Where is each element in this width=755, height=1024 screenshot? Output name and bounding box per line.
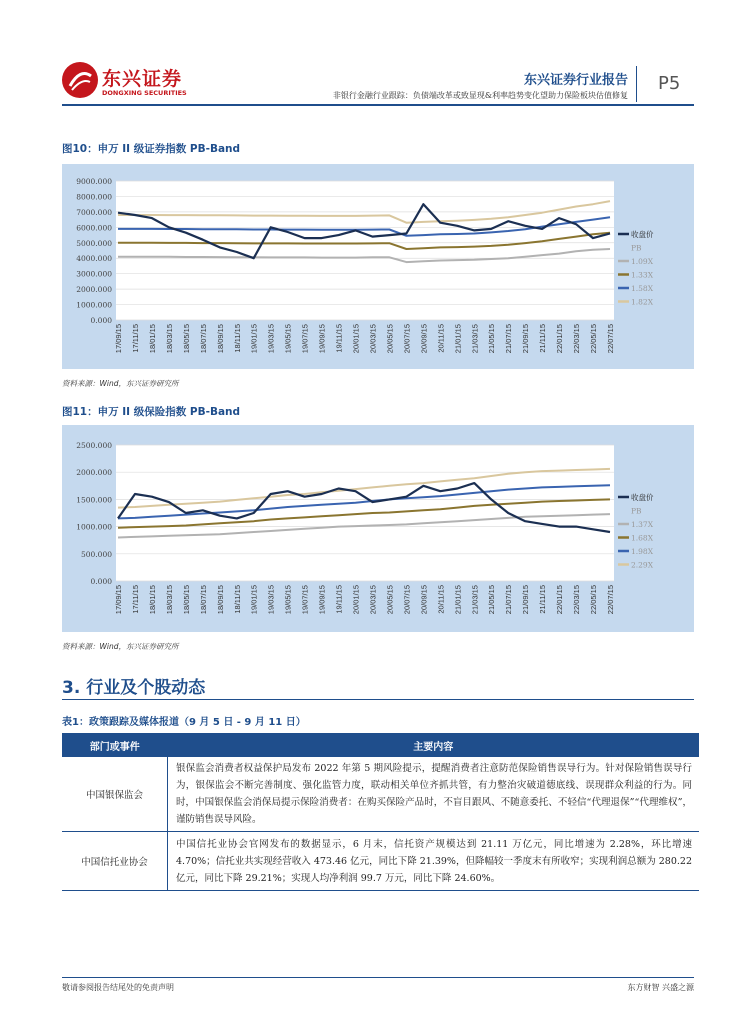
x-tick-label: 18/03/15 <box>164 585 174 615</box>
x-tick-label: 18/11/15 <box>232 324 242 353</box>
table-cell-org: 中国银保监会 <box>62 757 168 832</box>
footer-disclaimer: 敬请参阅报告结尾处的免责声明 <box>62 983 174 992</box>
policy-news-table <box>62 733 699 891</box>
table-row <box>62 832 699 891</box>
x-tick-label: 22/03/15 <box>572 324 582 354</box>
x-tick-label: 19/01/15 <box>249 585 259 615</box>
legend-label: 1.82X <box>631 297 654 307</box>
x-tick-label: 21/01/15 <box>453 324 463 354</box>
x-tick-label: 20/03/15 <box>368 324 378 354</box>
legend-label: 2.29X <box>631 560 654 570</box>
x-tick-label: 22/01/15 <box>555 585 565 615</box>
report-subtitle: 非银行金融行业跟踪：负债端改革或致显现&利率趋势变化望助力保险板块估值修复 <box>332 91 628 100</box>
x-tick-label: 21/05/15 <box>487 324 497 354</box>
x-tick-label: 18/11/15 <box>232 585 242 614</box>
x-tick-label: 17/11/15 <box>130 585 140 614</box>
x-tick-label: 20/11/15 <box>436 585 446 614</box>
x-tick-label: 18/01/15 <box>147 324 157 354</box>
table-title: 表1：政策跟踪及媒体报道（9 月 5 日 - 9 月 11 日） <box>62 717 306 728</box>
figure11-source: 资料来源：Wind，东兴证券研究所 <box>62 642 179 651</box>
logo-english-name: DONGXING SECURITIES <box>102 89 187 97</box>
x-tick-label: 18/05/15 <box>181 324 191 354</box>
x-tick-label: 20/11/15 <box>436 324 446 353</box>
table-header-content: 主要内容 <box>168 733 700 757</box>
x-tick-label: 21/11/15 <box>538 585 548 614</box>
x-tick-label: 20/01/15 <box>351 585 361 615</box>
legend-label: 1.98X <box>631 547 654 556</box>
x-tick-label: 18/07/15 <box>198 324 208 354</box>
logo-chinese-name: 东兴证券 <box>102 68 183 90</box>
table-cell-org: 中国信托业协会 <box>62 832 168 891</box>
y-tick-label: 0.000 <box>90 316 112 325</box>
x-tick-label: 19/05/15 <box>283 324 293 354</box>
logo-mark-icon <box>62 62 98 98</box>
y-tick-label: 5000.000 <box>76 238 112 248</box>
figure10-title: 图10：申万 II 级证券指数 PB-Band <box>62 143 241 155</box>
legend-label: 1.33X <box>631 270 654 280</box>
x-tick-label: 18/09/15 <box>215 324 225 354</box>
y-tick-label: 1500.000 <box>76 495 112 505</box>
legend-label: 1.58X <box>631 284 654 293</box>
legend-label: 1.68X <box>631 533 654 543</box>
y-tick-label: 2000.000 <box>76 468 112 478</box>
x-tick-label: 20/07/15 <box>402 585 412 615</box>
x-tick-label: 18/01/15 <box>147 585 157 615</box>
legend-label: 1.37X <box>631 520 654 529</box>
table-cell-content: 中国信托业协会官网发布的数据显示，6 月末，信托资产规模达到 21.11 万亿元，同比增速为 2.28%，环比增速 4.70%；信托业共实现经营收入 473.46 亿元，同比下降 21.39%，但降幅较一季度末有所收窄；实现利润总额为 280.22 亿元，同比下降 29.21%；实现人均净利润 99.7 万元，同比下降 24.60%。 <box>168 832 700 891</box>
y-tick-label: 3000.000 <box>76 269 112 279</box>
table-row <box>62 757 699 832</box>
legend-label: 1.09X <box>631 257 654 266</box>
y-tick-label: 2500.000 <box>76 441 112 450</box>
x-tick-label: 22/01/15 <box>555 324 565 354</box>
legend-label: PB <box>631 506 642 516</box>
legend-label: 收盘价 <box>631 493 654 502</box>
page-number: P5 <box>658 73 681 94</box>
x-tick-label: 20/09/15 <box>419 585 429 615</box>
table-header-row <box>62 733 699 757</box>
y-tick-label: 500.000 <box>80 549 112 559</box>
footer-rule <box>62 977 694 978</box>
company-logo <box>62 62 192 104</box>
x-tick-label: 19/07/15 <box>300 585 310 615</box>
x-tick-label: 20/07/15 <box>402 324 412 354</box>
x-tick-label: 21/03/15 <box>470 585 480 615</box>
figure10-chart <box>62 164 694 369</box>
x-tick-label: 21/01/15 <box>453 585 463 615</box>
x-tick-label: 22/03/15 <box>572 585 582 615</box>
y-tick-label: 1000.000 <box>76 522 112 532</box>
legend-label: 收盘价 <box>631 230 654 239</box>
x-tick-label: 22/05/15 <box>589 324 599 354</box>
chart-svg <box>62 425 694 632</box>
header-divider <box>636 66 637 102</box>
x-tick-label: 19/05/15 <box>283 585 293 615</box>
y-tick-label: 2000.000 <box>76 285 112 295</box>
x-tick-label: 21/03/15 <box>470 324 480 354</box>
x-tick-label: 22/07/15 <box>606 585 615 615</box>
x-tick-label: 21/09/15 <box>521 585 531 615</box>
plot-area <box>116 181 614 320</box>
x-tick-label: 21/07/15 <box>504 585 514 615</box>
x-tick-label: 20/05/15 <box>385 585 395 615</box>
x-tick-label: 20/05/15 <box>385 324 395 354</box>
y-tick-label: 1000.000 <box>76 300 112 310</box>
x-tick-label: 22/07/15 <box>606 324 615 354</box>
figure11-chart <box>62 425 694 632</box>
y-tick-label: 9000.000 <box>76 177 112 186</box>
x-tick-label: 19/03/15 <box>266 324 276 354</box>
header-rule <box>62 104 694 106</box>
x-tick-label: 17/09/15 <box>114 324 123 354</box>
x-tick-label: 18/05/15 <box>181 585 191 615</box>
x-tick-label: 18/03/15 <box>164 324 174 354</box>
figure10-source: 资料来源：Wind，东兴证券研究所 <box>62 379 179 388</box>
x-tick-label: 17/09/15 <box>114 585 123 615</box>
legend-label: PB <box>631 243 642 253</box>
x-tick-label: 22/05/15 <box>589 585 599 615</box>
report-title: 东兴证券行业报告 <box>523 73 628 88</box>
chart-svg <box>62 164 694 369</box>
y-tick-label: 6000.000 <box>76 223 112 233</box>
x-tick-label: 19/01/15 <box>249 324 259 354</box>
x-tick-label: 19/09/15 <box>317 324 327 354</box>
x-tick-label: 20/03/15 <box>368 585 378 615</box>
x-tick-label: 19/09/15 <box>317 585 327 615</box>
figure11-title: 图11：申万 II 级保险指数 PB-Band <box>62 406 241 418</box>
y-tick-label: 0.000 <box>90 577 112 586</box>
x-tick-label: 19/11/15 <box>334 585 344 614</box>
y-tick-label: 4000.000 <box>76 254 112 264</box>
x-tick-label: 19/11/15 <box>334 324 344 353</box>
x-tick-label: 20/01/15 <box>351 324 361 354</box>
x-tick-label: 18/09/15 <box>215 585 225 615</box>
footer-slogan: 东方财智 兴盛之源 <box>627 983 694 992</box>
x-tick-label: 21/09/15 <box>521 324 531 354</box>
section-rule <box>62 699 694 700</box>
y-tick-label: 7000.000 <box>76 207 112 217</box>
table-cell-content: 银保监会消费者权益保护局发布 2022 年第 5 期风险提示，提醒消费者注意防范保险销售误导行为。针对保险销售误导行为，银保监会不断完善制度、强化监管力度，联动相关单位齐抓共管，有力整治灾破道德底线、误现群众利益的行为。同时，中国银保监会消保局提示保险消费者：在购买保险产品时，不盲目跟风、不随意委托、不轻信“代理退保”“代理维权”，谨防销售误导风险。 <box>168 757 700 832</box>
table-header-org: 部门或事件 <box>62 733 168 757</box>
y-tick-label: 8000.000 <box>76 192 112 202</box>
x-tick-label: 21/11/15 <box>538 324 548 353</box>
x-tick-label: 21/05/15 <box>487 585 497 615</box>
x-tick-label: 17/11/15 <box>130 324 140 353</box>
x-tick-label: 21/07/15 <box>504 324 514 354</box>
x-tick-label: 18/07/15 <box>198 585 208 615</box>
x-tick-label: 19/07/15 <box>300 324 310 354</box>
x-tick-label: 20/09/15 <box>419 324 429 354</box>
x-tick-label: 19/03/15 <box>266 585 276 615</box>
section-title: 3. 行业及个股动态 <box>62 678 206 698</box>
